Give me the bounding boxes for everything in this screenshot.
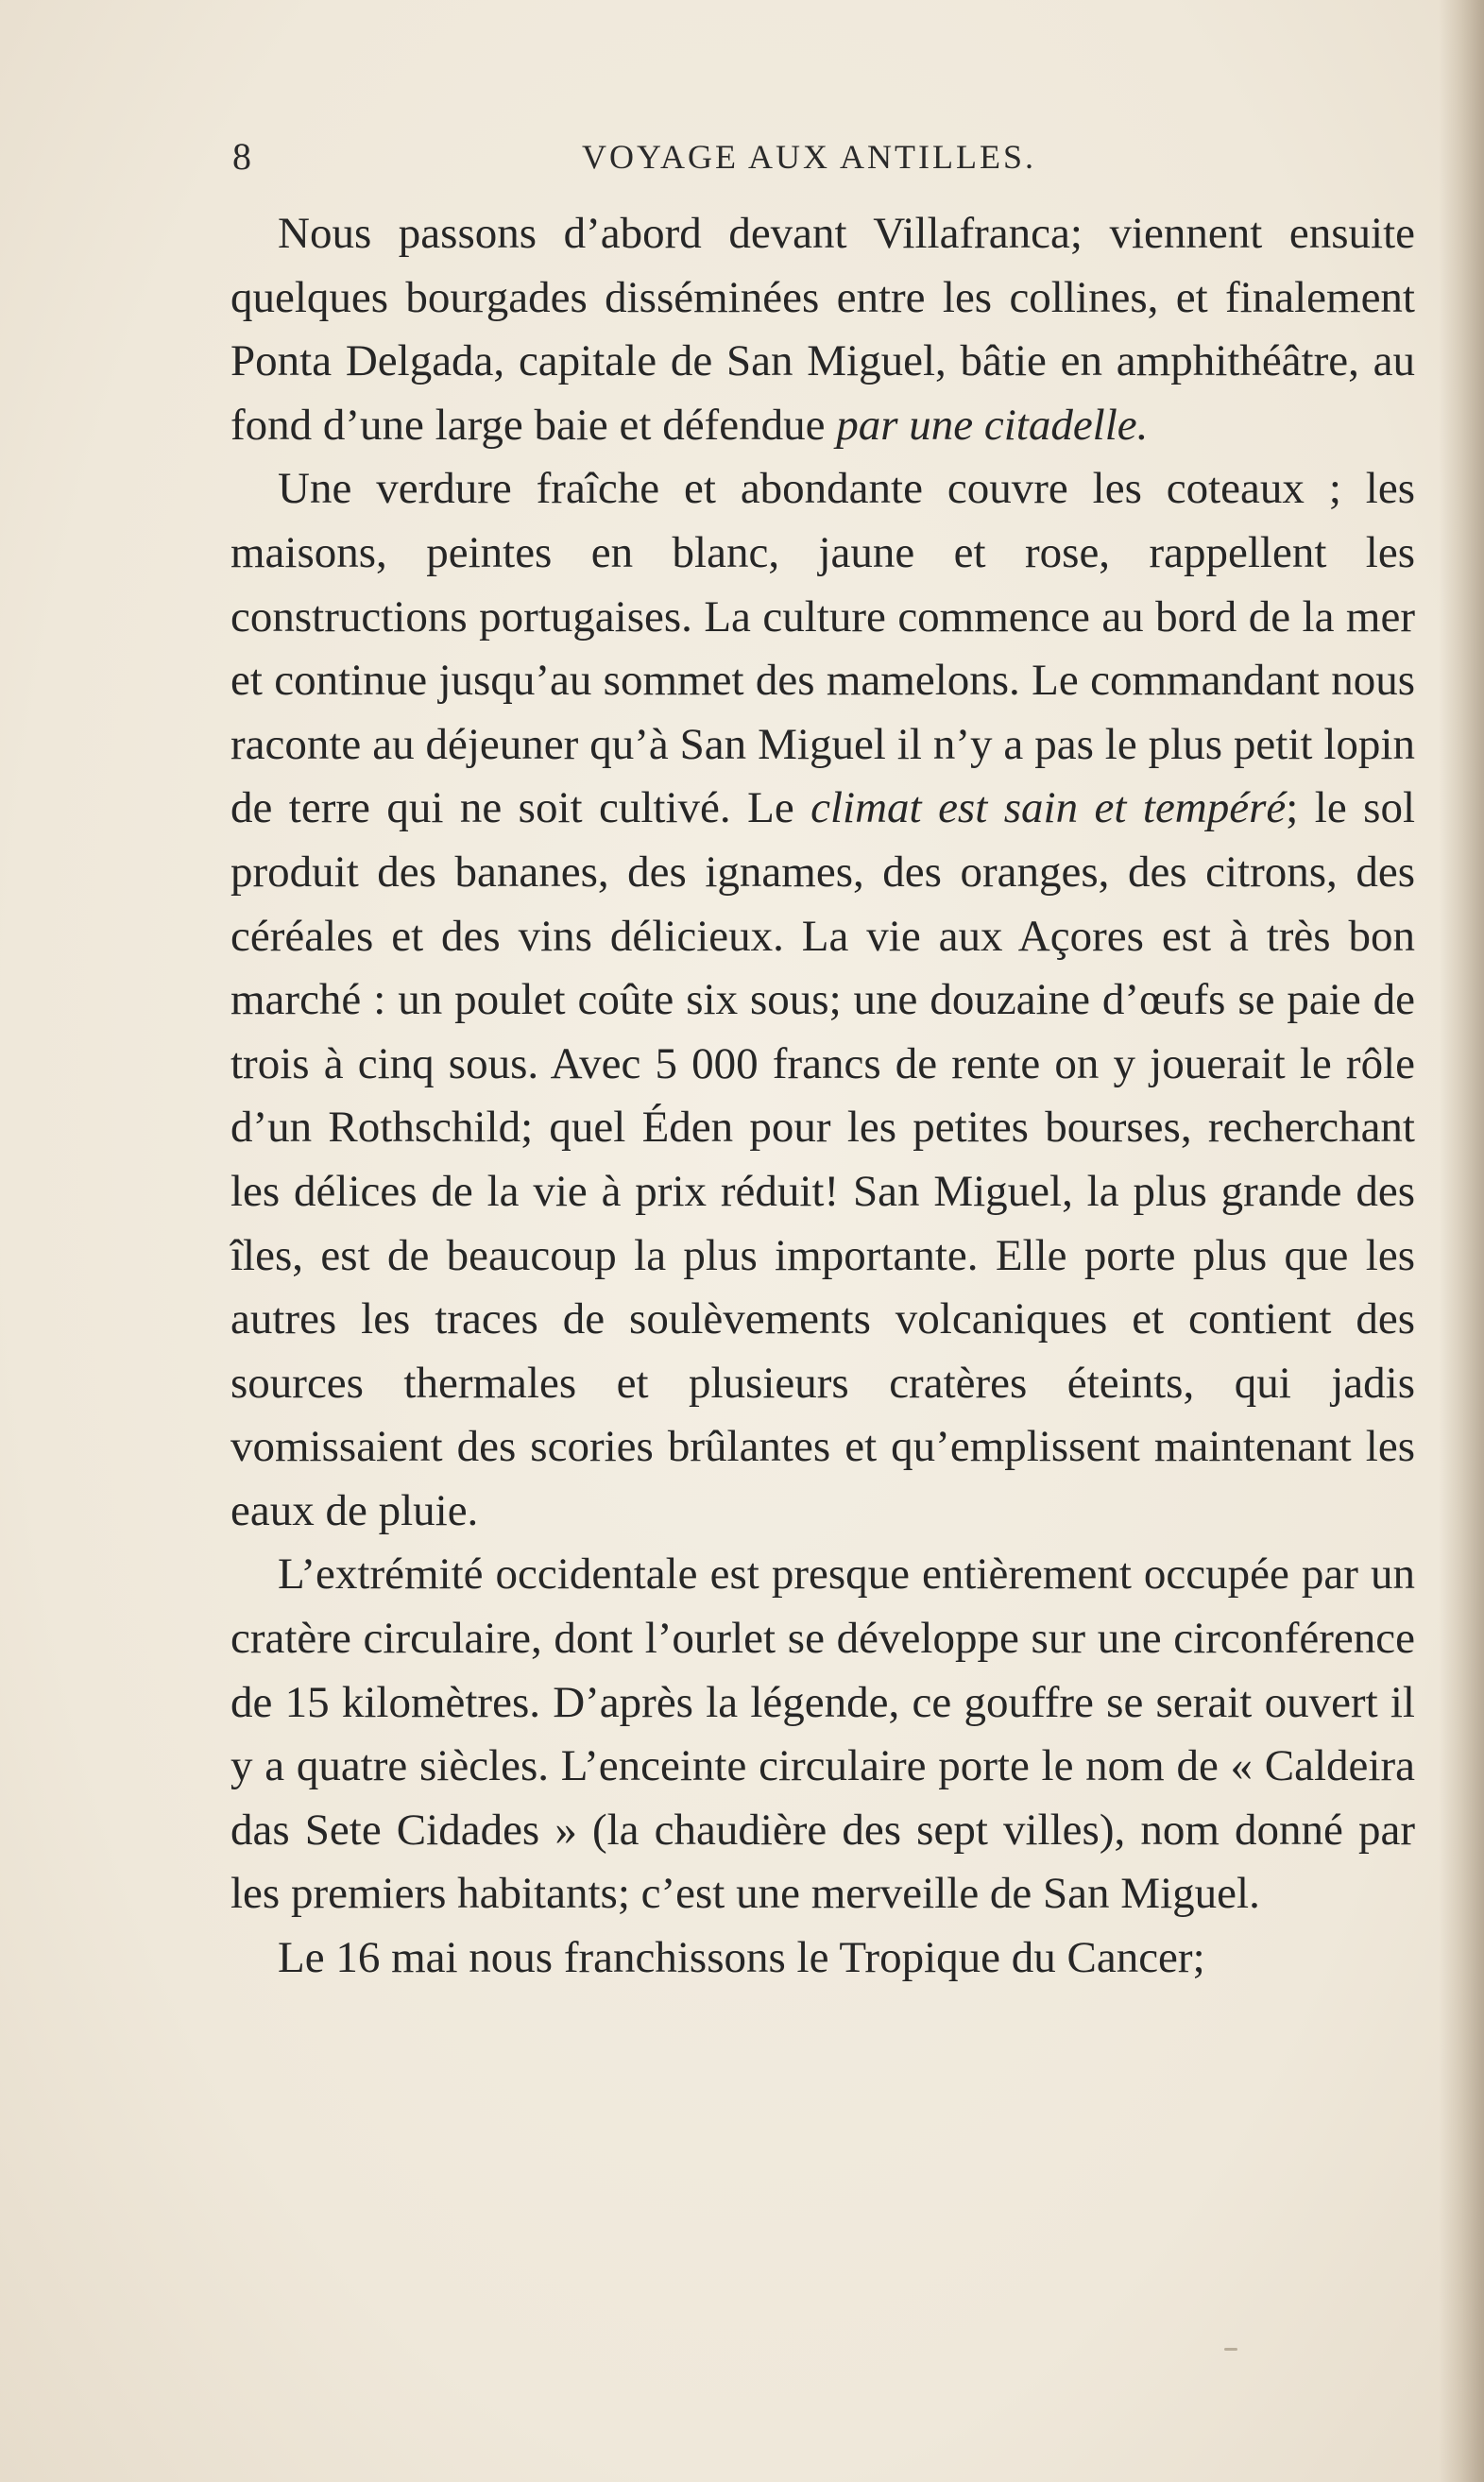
paragraph-text: Nous passons d’abord devant Villafranca; viennent ensuite quelques bourgades disséminées entre les collines, et finalement Ponta Delgada, capitale de San Miguel, bâtie en amphithéâtre, au fond d’une large baie et défendue [230,209,1415,450]
paragraph [230,1926,1415,1991]
paragraph-text: Le 16 mai nous franchissons le Tropique du Cancer; [278,1933,1205,1983]
paragraph [230,457,1415,1543]
paragraph [230,1543,1415,1926]
paragraph [230,202,1415,457]
page-spine-shadow [1439,0,1484,2482]
body-text [230,202,1415,1991]
page-header [232,130,1415,183]
paper-speck [1224,2348,1237,2351]
paragraph-text-end: ; le sol produit des bananes, des ignames, des oranges, des citrons, des céréales et des vins délicieux. La vie aux Açores est à très bon marché : un poulet coûte six sous; une douzaine d’œufs se paie de trois à cinq sous. Avec 5 000 francs de rente on y jouerait le rôle d’un Rothschild; quel Éden pour les petites bourses, recherchant les délices de la vie à prix réduit! San Miguel, la plus grande des îles, est de beaucoup la plus importante. Elle porte plus que les autres les traces de soulèvements volcaniques et contient des sources thermales et plusieurs cratères éteints, qui jadis vomissaient des scories brûlantes et qu’emplissent maintenant les eaux de pluie. [230,783,1416,1535]
paragraph-text: Une verdure fraîche et abondante couvre les coteaux ; les maisons, peintes en blanc, jaune et rose, rappellent les constructions portugaises. La culture commence au bord de la mer et continue jusqu’au sommet des mamelons. Le commandant nous raconte au déjeuner qu’à San Miguel il n’y a pas le plus petit lopin de terre qui ne soit cultivé. Le [230,464,1415,833]
paragraph-italic-text: par une citadelle. [836,400,1149,450]
running-title: VOYAGE AUX ANTILLES. [582,138,1036,176]
paragraph-italic-text: climat est sain et tempéré [810,783,1287,833]
paragraph-text: L’extrémité occidentale est presque entièrement occupée par un cratère circulaire, dont l’ourlet se développe sur une circonférence de 15 kilomètres. D’après la légende, ce gouffre se serait ouvert il y a quatre siècles. L’enceinte circulaire porte le nom de « Caldeira das Sete Cidades » (la chaudière des sept villes), nom donné par les premiers habitants; c’est une merveille de San Miguel. [230,1549,1415,1919]
page-number: 8 [232,135,251,178]
